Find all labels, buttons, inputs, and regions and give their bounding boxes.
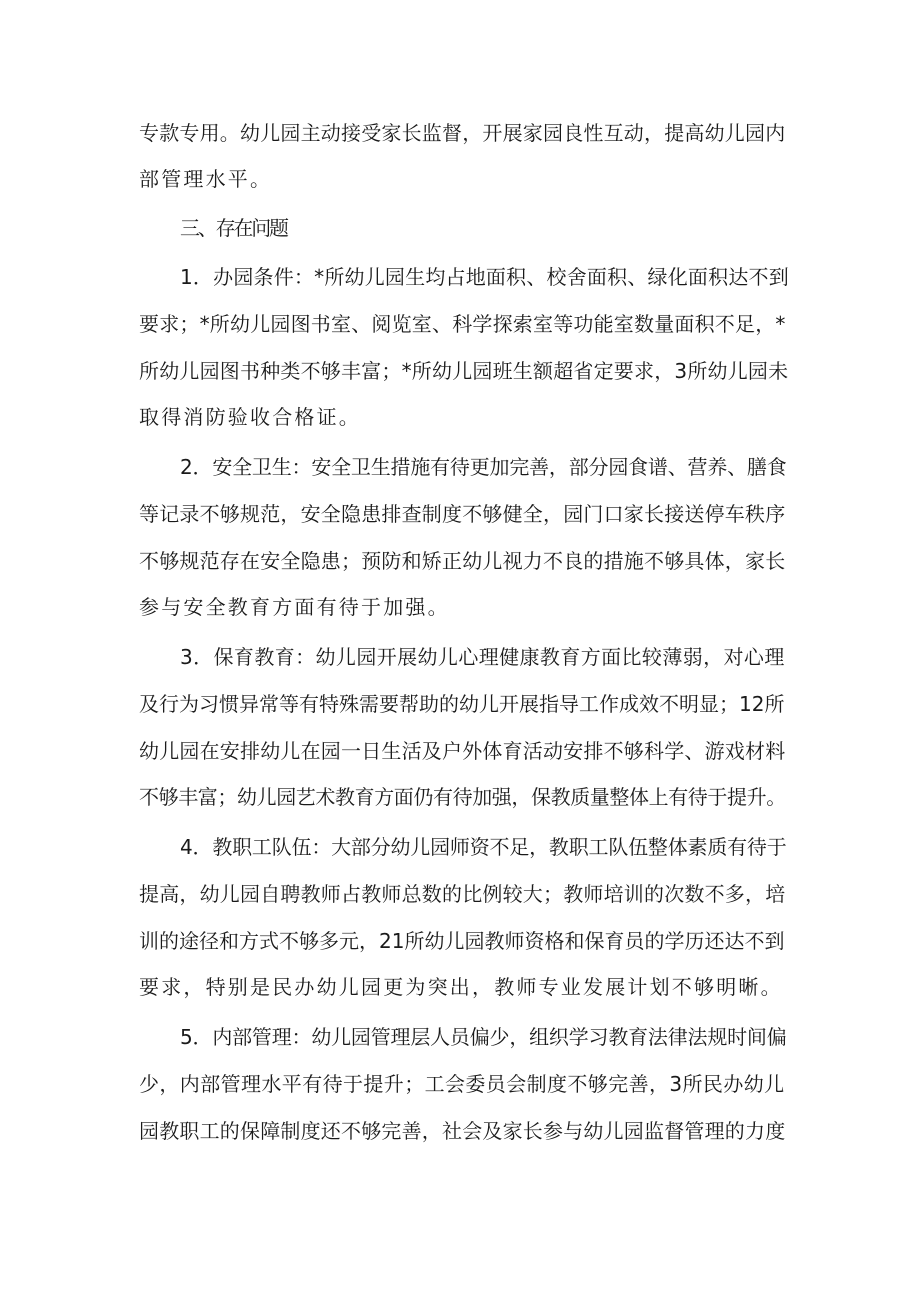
paragraph-line: 1．办园条件：*所幼儿园生均占地面积、校舍面积、绿化面积达不到 xyxy=(180,265,789,289)
paragraph-line: 5．内部管理：幼儿园管理层人员偏少，组织学习教育法律法规时间偏 xyxy=(180,1025,787,1049)
paragraph-line: 不够丰富；幼儿园艺术教育方面仍有待加强，保教质量整体上有待于提升。 xyxy=(139,785,786,809)
paragraph-line: 参与安全教育方面有待于加强。 xyxy=(139,595,450,619)
paragraph-line: 及行为习惯异常等有特殊需要帮助的幼儿开展指导工作成效不明显；12所 xyxy=(139,692,785,716)
paragraph-line: 所幼儿园图书种类不够丰富；*所幼儿园班生额超省定要求，3所幼儿园未 xyxy=(139,359,789,383)
paragraph-line: 专款专用。幼儿园主动接受家长监督，开展家园良性互动，提高幼儿园内 xyxy=(139,121,786,145)
paragraph-line: 4．教职工队伍：大部分幼儿园师资不足，教职工队伍整体素质有待于 xyxy=(180,835,787,859)
paragraph-line: 3．保育教育：幼儿园开展幼儿心理健康教育方面比较薄弱，对心理 xyxy=(180,645,785,669)
paragraph-line: 取得消防验收合格证。 xyxy=(139,405,361,429)
paragraph-line: 少，内部管理水平有待于提升；工会委员会制度不够完善，3所民办幼儿 xyxy=(139,1072,785,1096)
paragraph-line: 不够规范存在安全隐患；预防和矫正幼儿视力不良的措施不够具体，家长 xyxy=(139,549,786,573)
paragraph-line: 等记录不够规范，安全隐患排查制度不够健全，园门口家长接送停车秩序 xyxy=(139,502,786,526)
paragraph-line: 要求；*所幼儿园图书室、阅览室、科学探索室等功能室数量面积不足，* xyxy=(139,312,786,336)
paragraph-line: 提高，幼儿园自聘教师占教师总数的比例较大；教师培训的次数不多，培 xyxy=(139,882,786,906)
paragraph-line: 幼儿园在安排幼儿在园一日生活及户外体育活动安排不够科学、游戏材料 xyxy=(139,739,786,763)
paragraph-line: 训的途径和方式不够多元，21所幼儿园教师资格和保育员的学历还达不到 xyxy=(139,929,785,953)
section-heading: 三、存在问题 xyxy=(180,216,287,240)
paragraph-line: 部管理水平。 xyxy=(139,167,273,191)
paragraph-line: 2．安全卫生：安全卫生措施有待更加完善，部分园食谱、营养、膳食 xyxy=(180,455,787,479)
paragraph-line: 园教职工的保障制度还不够完善，社会及家长参与幼儿园监督管理的力度 xyxy=(139,1119,786,1143)
paragraph-line: 要求，特别是民办幼儿园更为突出，教师专业发展计划不够明晰。 xyxy=(139,975,783,999)
